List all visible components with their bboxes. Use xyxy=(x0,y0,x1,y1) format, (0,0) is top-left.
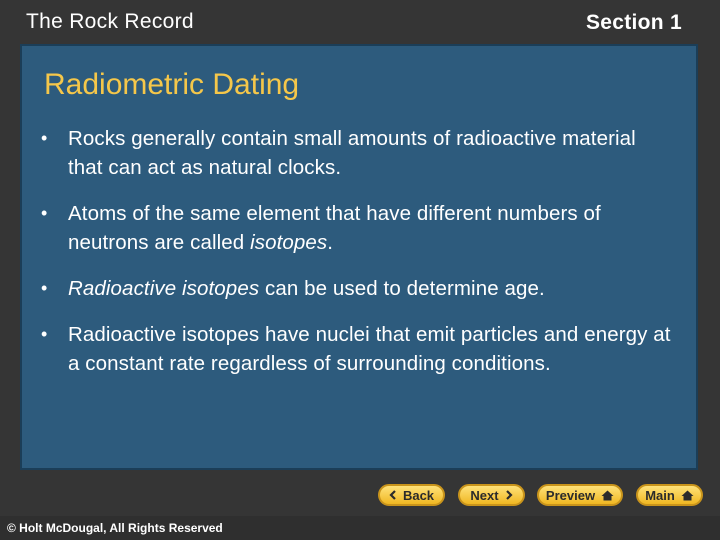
bullet-item xyxy=(22,274,698,303)
bullet-marker: • xyxy=(41,128,48,148)
copyright-notice: © Holt McDougal, All Rights Reserved xyxy=(7,521,223,535)
next-button[interactable] xyxy=(458,484,525,506)
bullet-list xyxy=(22,124,698,395)
main-button[interactable] xyxy=(636,484,703,506)
bullet-item xyxy=(22,124,698,182)
bullet-term-radioactive-isotopes: Radioactive isotopes xyxy=(68,277,260,300)
preview-button[interactable] xyxy=(537,484,623,506)
bullet-text: Rocks generally contain small amounts of radioactive material that can act as natural clocks. xyxy=(68,127,636,179)
chapter-title: The Rock Record xyxy=(26,10,194,33)
slide-title: Radiometric Dating xyxy=(44,68,300,101)
next-label: Next xyxy=(470,487,499,503)
back-button[interactable] xyxy=(378,484,445,506)
bullet-item xyxy=(22,199,698,257)
section-label: Section 1 xyxy=(585,11,682,34)
bullet-text: can be used to determine age. xyxy=(259,277,545,300)
bullet-marker: • xyxy=(41,278,48,298)
home-icon xyxy=(601,490,614,501)
right-arrow-icon xyxy=(505,490,513,500)
bullet-marker: • xyxy=(41,324,48,344)
bullet-text: Radioactive isotopes have nuclei that emit particles and energy at a constant rate regardless of surrounding conditions. xyxy=(68,323,671,375)
main-label: Main xyxy=(645,487,675,503)
home-icon xyxy=(681,490,694,501)
slide-header xyxy=(0,0,720,44)
content-panel xyxy=(20,44,698,470)
footer-bar xyxy=(0,516,720,540)
back-label: Back xyxy=(402,487,435,503)
left-arrow-icon xyxy=(389,490,397,500)
bullet-term-isotopes: isotopes xyxy=(250,231,328,254)
bullet-text: Atoms of the same element that have different numbers of neutrons are called xyxy=(68,202,601,254)
bullet-text: . xyxy=(327,231,334,254)
bullet-marker: • xyxy=(41,203,48,223)
navigation-bar xyxy=(0,482,720,510)
bullet-item xyxy=(22,320,698,378)
preview-label: Preview xyxy=(545,487,596,503)
